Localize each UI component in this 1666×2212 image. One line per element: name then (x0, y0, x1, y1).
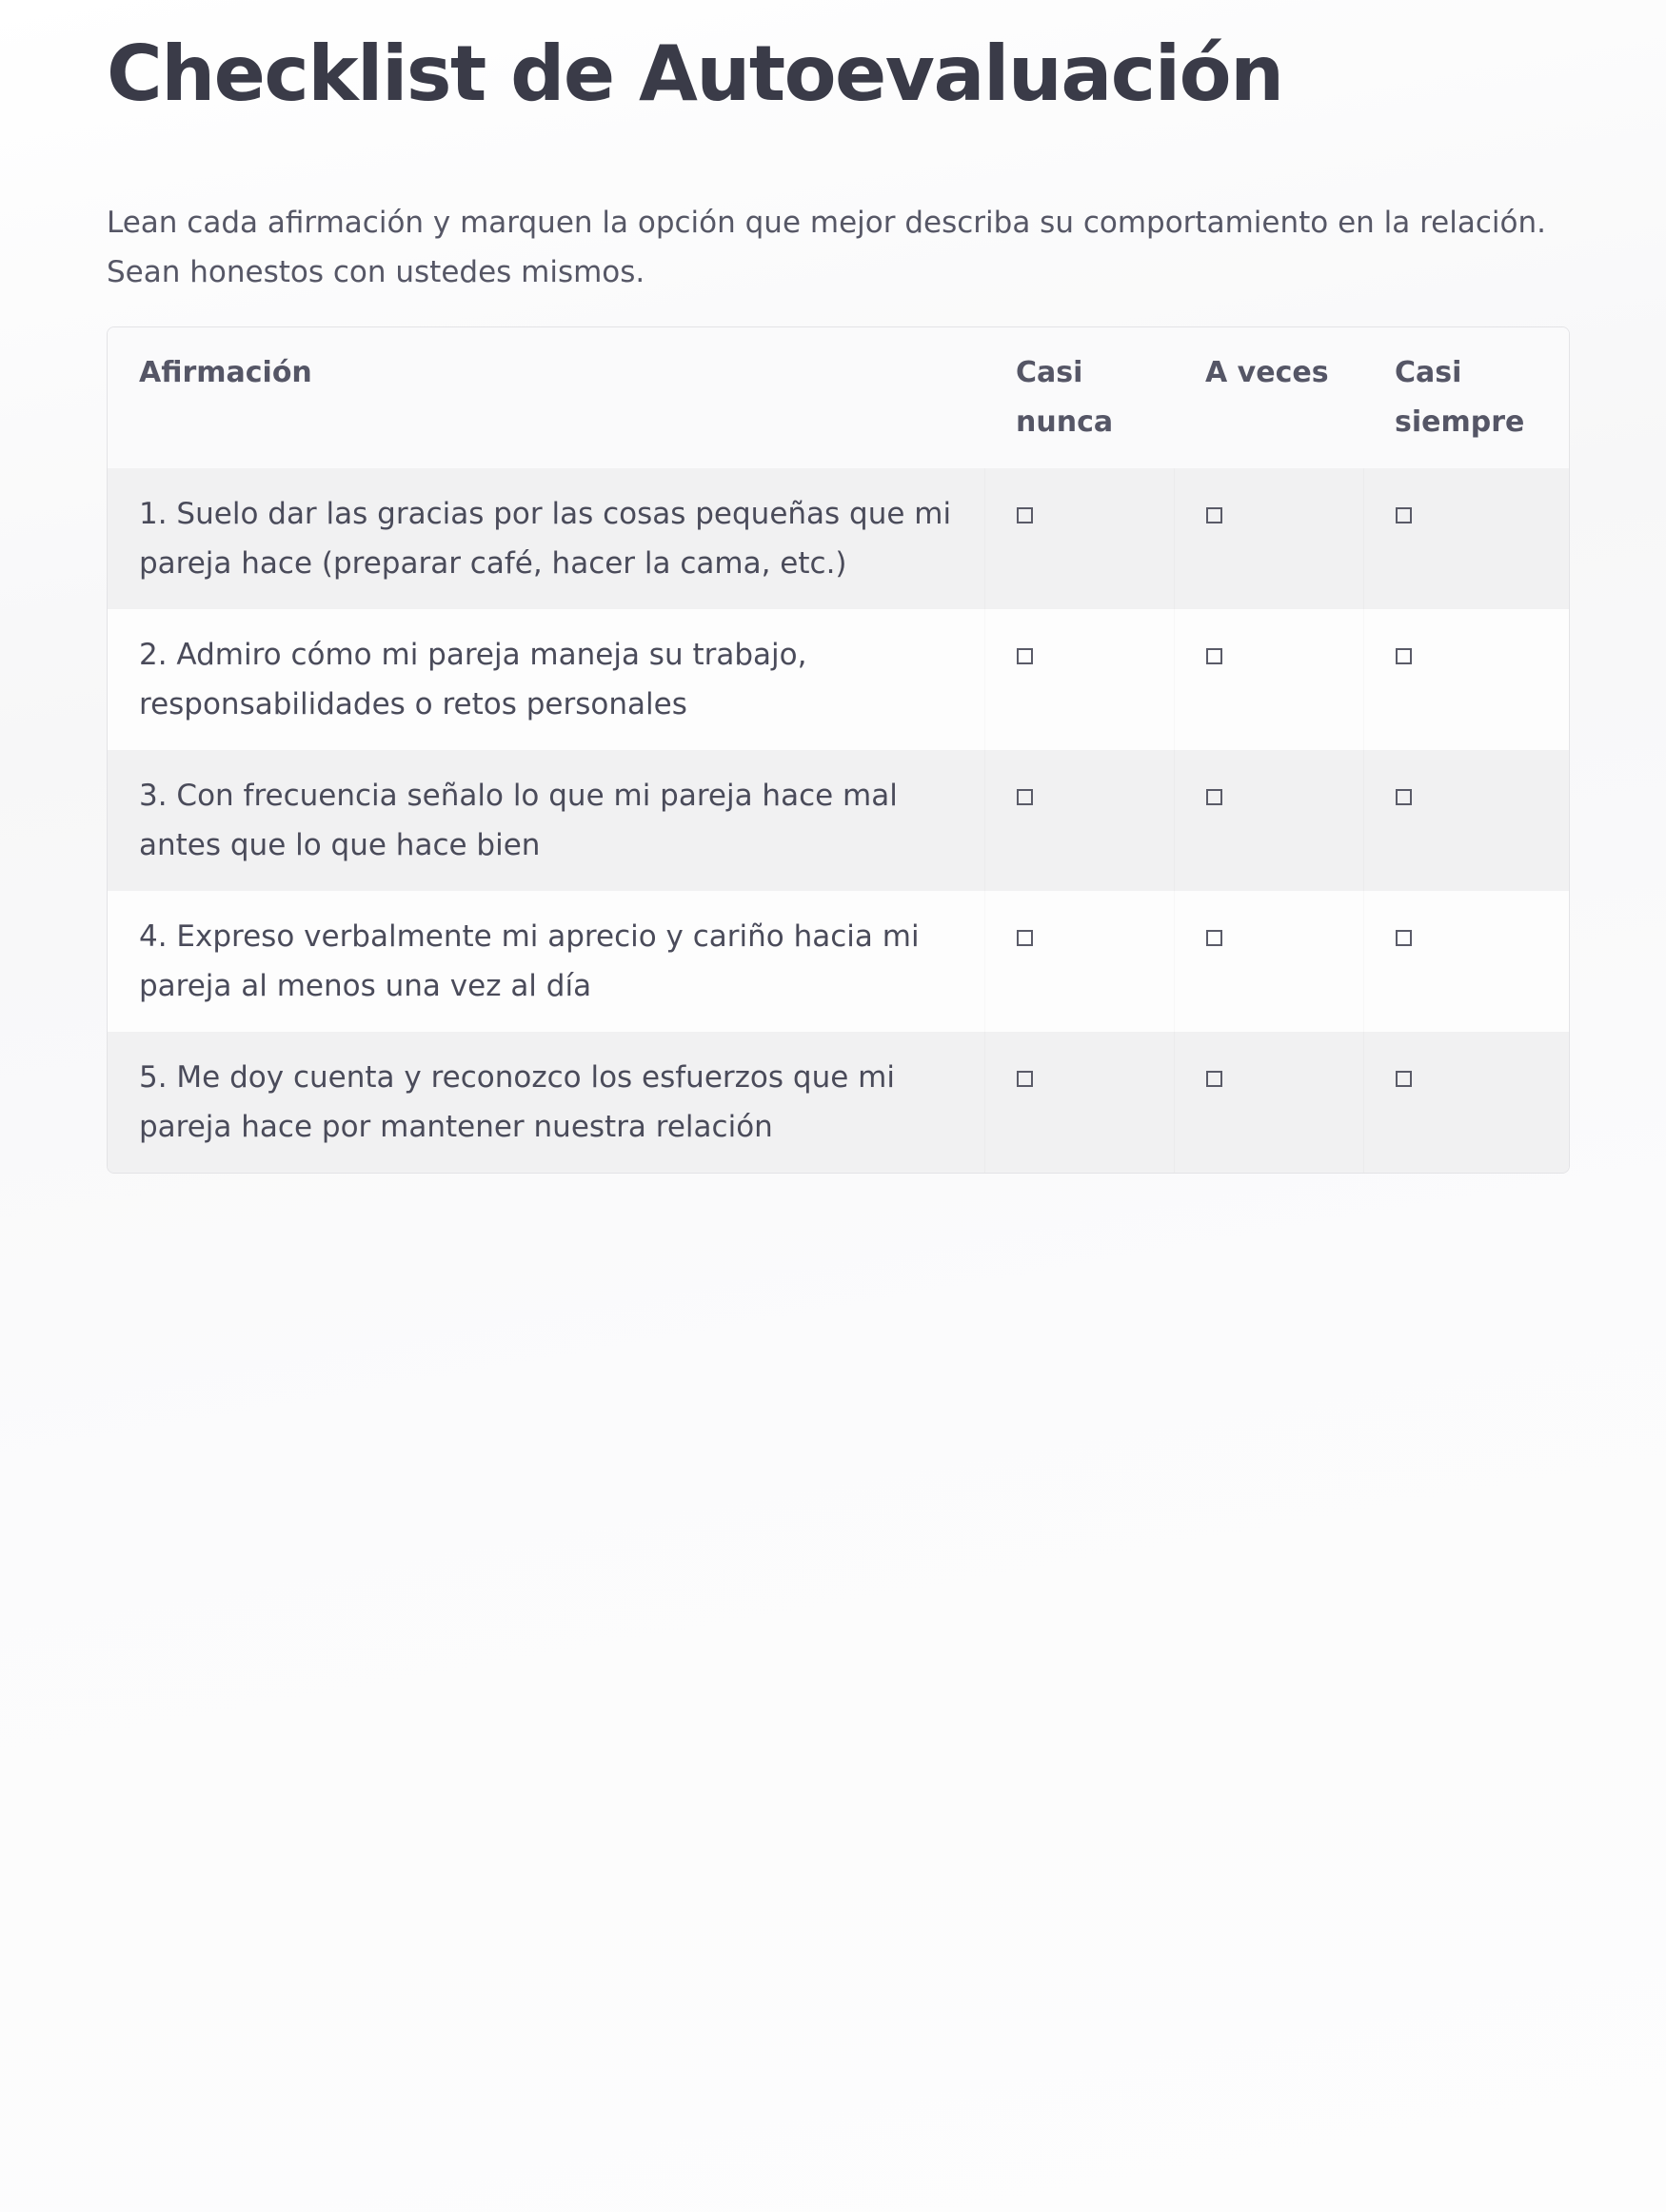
option-cell (1363, 609, 1569, 750)
checkbox-casi-siempre[interactable] (1396, 789, 1412, 805)
option-cell (1174, 891, 1363, 1032)
table-row (108, 1032, 1569, 1173)
option-cell (1174, 468, 1363, 609)
checkbox-casi-nunca[interactable] (1017, 648, 1033, 664)
statement-text: 5. Me doy cuenta y reconozco los esfuerzos que mi pareja hace por mantener nuestra relación (108, 1032, 984, 1173)
checkbox-casi-nunca[interactable] (1017, 930, 1033, 946)
option-cell (1363, 1032, 1569, 1173)
option-cell (1174, 1032, 1363, 1173)
checkbox-casi-nunca[interactable] (1017, 789, 1033, 805)
checkbox-casi-siempre[interactable] (1396, 1071, 1412, 1087)
checkbox-casi-siempre[interactable] (1396, 930, 1412, 946)
header-statement: Afirmación (108, 327, 984, 468)
option-cell (1363, 750, 1569, 891)
checklist-table (107, 326, 1570, 1174)
option-cell (1174, 609, 1363, 750)
option-cell (1174, 750, 1363, 891)
statement-text: 1. Suelo dar las gracias por las cosas pequeñas que mi pareja hace (preparar café, hacer la cama, etc.) (108, 468, 984, 609)
table-header-row (108, 327, 1569, 468)
header-casi-nunca: Casi nunca (984, 327, 1174, 468)
page (107, 0, 1570, 1174)
checkbox-a-veces[interactable] (1206, 507, 1222, 523)
intro-paragraph: Lean cada afirmación y marquen la opción que mejor describa su comportamiento en la relación. Sean honestos con ustedes mismos. (107, 206, 1546, 289)
option-cell (984, 891, 1174, 1032)
page-title: Checklist de Autoevaluación (107, 30, 1283, 118)
option-cell (1363, 891, 1569, 1032)
statement-text: 2. Admiro cómo mi pareja maneja su trabajo, responsabilidades o retos personales (108, 609, 984, 750)
table-row (108, 750, 1569, 891)
table-row (108, 609, 1569, 750)
statement-text: 4. Expreso verbalmente mi aprecio y cariño hacia mi pareja al menos una vez al día (108, 891, 984, 1032)
table-row (108, 468, 1569, 609)
checkbox-casi-nunca[interactable] (1017, 1071, 1033, 1087)
option-cell (984, 468, 1174, 609)
checkbox-a-veces[interactable] (1206, 648, 1222, 664)
option-cell (984, 609, 1174, 750)
statement-text: 3. Con frecuencia señalo lo que mi pareja hace mal antes que lo que hace bien (108, 750, 984, 891)
option-cell (1363, 468, 1569, 609)
checkbox-casi-siempre[interactable] (1396, 507, 1412, 523)
option-cell (984, 750, 1174, 891)
header-a-veces: A veces (1174, 327, 1363, 468)
checkbox-casi-nunca[interactable] (1017, 507, 1033, 523)
checkbox-a-veces[interactable] (1206, 1071, 1222, 1087)
checkbox-casi-siempre[interactable] (1396, 648, 1412, 664)
checkbox-a-veces[interactable] (1206, 930, 1222, 946)
table-row (108, 891, 1569, 1032)
option-cell (984, 1032, 1174, 1173)
header-casi-siempre: Casi siempre (1363, 327, 1569, 468)
checkbox-a-veces[interactable] (1206, 789, 1222, 805)
